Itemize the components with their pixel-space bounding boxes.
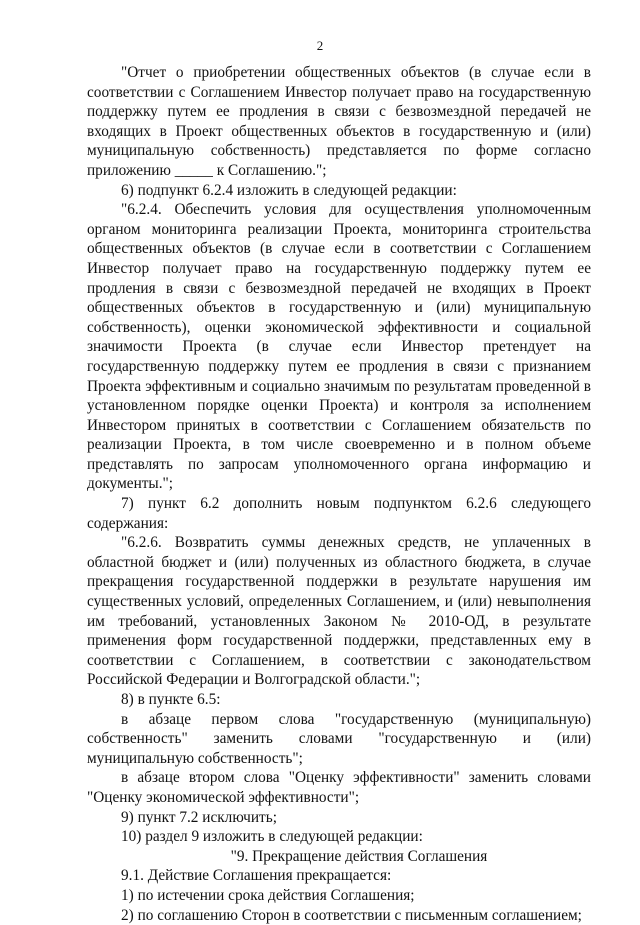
paragraph-9-1-1: 1) по истечении срока действия Соглашения; (121, 886, 415, 904)
paragraph-item-6: 6) подпункт 6.2.4 изложить в следующей редакции: (121, 181, 457, 199)
document-body (87, 63, 591, 925)
paragraph-6-2-4: "6.2.4. Обеспечить условия для осуществления уполномоченным органом мониторинга реализации Проекта, мониторинга строительства общественных объектов (в случае если в соответствии с Соглашением Инвестор получает право на государственную поддержку путем ее продления в связи с безвозмездной передачей не входящих в Проект общественных объектов в государственную и (или) муниципальную собственность), оценки экономической эффективности и социальной значимости Проекта (в случае если Инвестор претендует на государственную поддержку путем ее продления в связи с признанием Проекта эффективным и социально значимым по результатам проведенной в установленном порядке оценки Проекта) и контроля за исполнением Инвестором принятых в соответствии с Соглашением обязательств по реализации Проекта, в том числе своевременно и в полном объеме представлять по запросам уполномоченного органа информацию и документы."; (87, 201, 591, 493)
paragraph-9-1: 9.1. Действие Соглашения прекращается: (121, 867, 392, 885)
paragraph-9-1-2: 2) по соглашению Сторон в соответствии с письменным соглашением; (121, 906, 582, 924)
paragraph-item-7: 7) пункт 6.2 дополнить новым подпунктом 6.2.6 следующего содержания: (87, 495, 591, 532)
paragraph-item-8: 8) в пункте 6.5: (121, 691, 221, 708)
paragraph-6-5-first: в абзаце первом слова "государственную (муниципальную) собственность" заменить словами "государственную и (или) муниципальную собственность"; (87, 710, 591, 767)
paragraph-6-5-second: в абзаце втором слова "Оценку эффективности" заменить словами "Оценку экономической эффективности"; (87, 769, 591, 806)
paragraph-report-form: "Отчет о приобретении общественных объектов (в случае если в соответствии с Соглашением Инвестор получает право на государственную поддержку путем ее продления в связи с безвозмездной передачей не входящих в Проект общественных объектов в государственную и (или) муниципальную собственность) представляется по форме согласно приложению _____ к Соглашению."; (87, 64, 591, 179)
paragraph-item-10: 10) раздел 9 изложить в следующей редакции: (121, 828, 423, 846)
page-number: 2 (316, 38, 324, 53)
paragraph-item-9: 9) пункт 7.2 исключить; (121, 808, 277, 826)
section-heading-9: "9. Прекращение действия Соглашения (230, 847, 488, 865)
paragraph-6-2-6: "6.2.6. Возвратить суммы денежных средств, не уплаченных в областной бюджет и (или) полученных из областного бюджета, в случае прекращения государственной поддержки в результате нарушения им существенных условий, определенных Соглашением, и (или) невыполнения им требований, установленных Законом № 2010-ОД, в результате применения форм государственной поддержки, представленных ему в соответствии с Соглашением, в соответствии с законодательством Российской Федерации и Волгоградской области."; (87, 534, 591, 689)
